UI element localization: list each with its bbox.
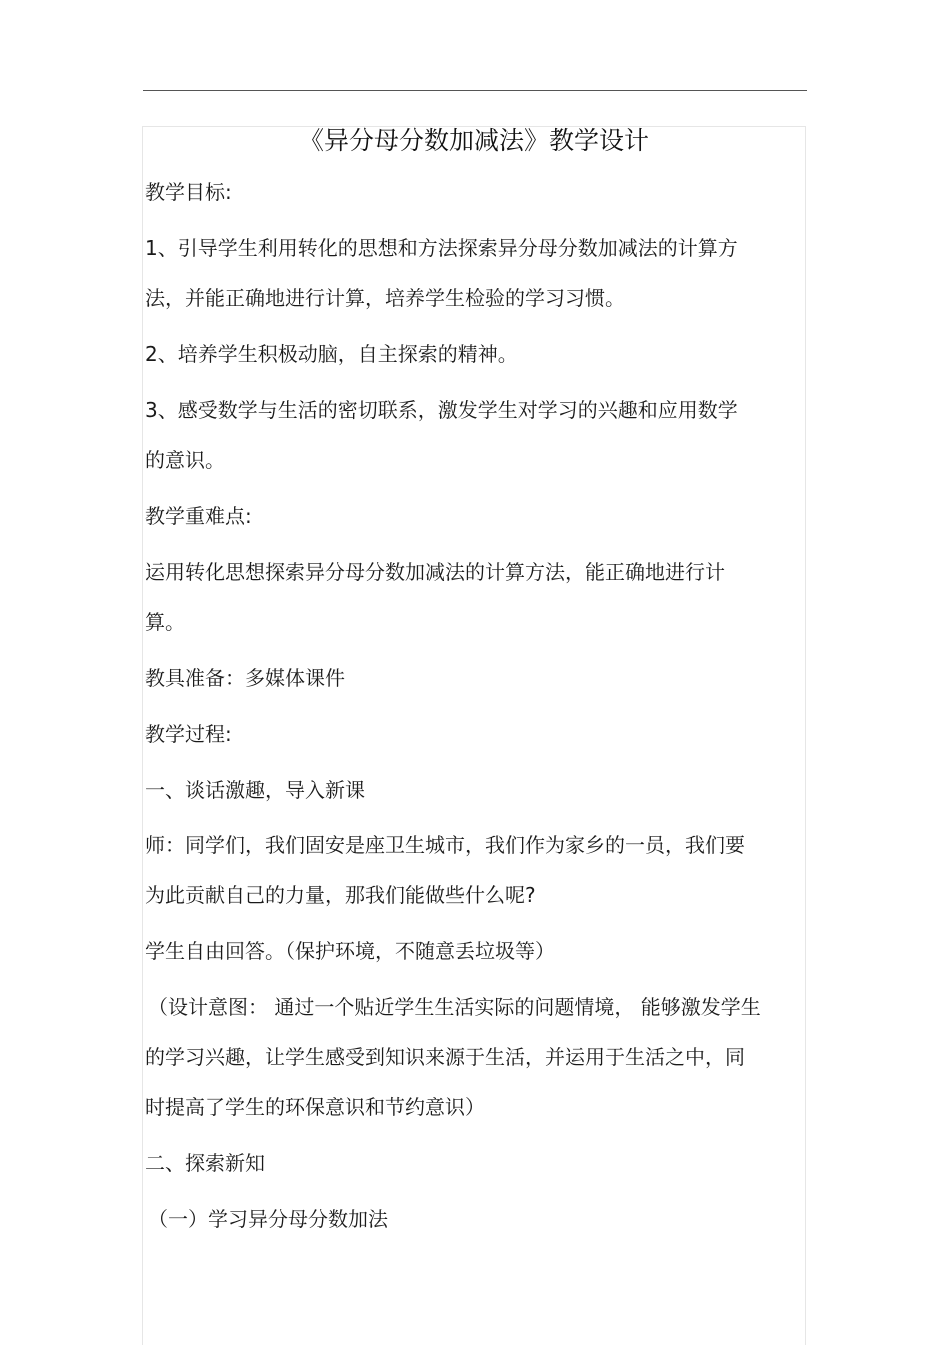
heading-key-points: 教学重难点: xyxy=(145,504,252,528)
paragraph-line: 的学习兴趣，让学生感受到知识来源于生活，并运用于生活之中，同 xyxy=(145,1045,745,1069)
header-rule xyxy=(143,90,807,91)
paragraph-line: 师：同学们，我们固安是座卫生城市，我们作为家乡的一员，我们要 xyxy=(145,833,745,857)
heading-teaching-process: 教学过程: xyxy=(145,722,232,746)
paragraph-line: 2、培养学生积极动脑，自主探索的精神。 xyxy=(145,342,518,366)
paragraph-line: 运用转化思想探索异分母分数加减法的计算方法，能正确地进行计 xyxy=(145,560,725,584)
paragraph-line: 法，并能正确地进行计算，培养学生检验的学习习惯。 xyxy=(145,286,625,310)
paragraph-line: 为此贡献自己的力量，那我们能做些什么呢? xyxy=(145,883,536,907)
paragraph-line: 1、引导学生利用转化的思想和方法探索异分母分数加减法的计算方 xyxy=(145,236,738,260)
paragraph-line: 时提高了学生的环保意识和节约意识） xyxy=(145,1095,485,1119)
paragraph-line: 算。 xyxy=(145,610,185,634)
paragraph-line: （设计意图： 通过一个贴近学生生活实际的问题情境， 能够激发学生 xyxy=(148,995,761,1019)
paragraph-line: 3、感受数学与生活的密切联系，激发学生对学习的兴趣和应用数学 xyxy=(145,398,738,422)
heading-teaching-goals: 教学目标: xyxy=(145,180,232,204)
paragraph-line: 学生自由回答。（保护环境，不随意丢垃圾等） xyxy=(145,939,555,963)
heading-teaching-aids: 教具准备：多媒体课件 xyxy=(145,666,345,690)
document-title: 《异分母分数加减法》教学设计 xyxy=(298,126,649,155)
subsection-heading: （一）学习异分母分数加法 xyxy=(148,1207,388,1231)
paragraph-line: 的意识。 xyxy=(145,448,225,472)
section-heading: 一、谈话激趣，导入新课 xyxy=(145,778,365,802)
section-heading: 二、探索新知 xyxy=(145,1151,265,1175)
